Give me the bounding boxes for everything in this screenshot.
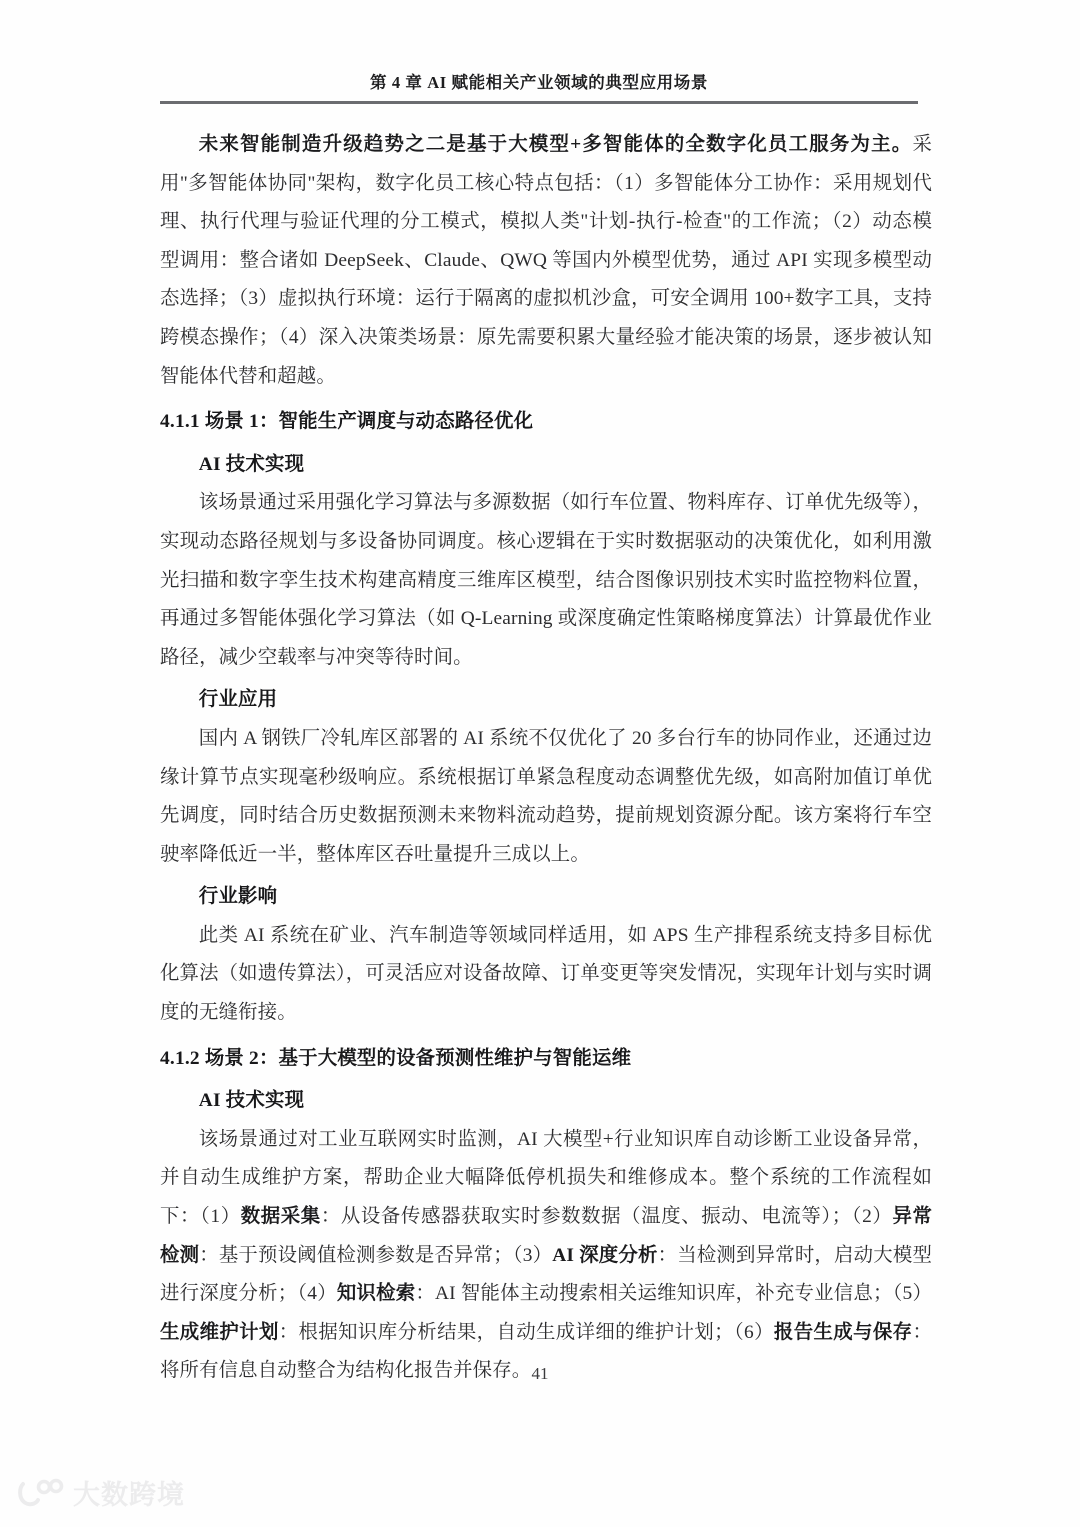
workflow-segment-6: ：根据知识库分析结果，自动生成详细的维护计划；（6） bbox=[278, 1321, 774, 1343]
workflow-term-report-generation: 报告生成与保存 bbox=[773, 1321, 913, 1343]
workflow-segment-5: ：AI 智能体主动搜索相关运维知识库，补充专业信息；（5） bbox=[415, 1283, 932, 1305]
header-chapter-title: 第 4 章 AI 赋能相关产业领域的典型应用场景 bbox=[370, 73, 708, 92]
workflow-term-ai-deep-analysis: AI 深度分析 bbox=[552, 1244, 658, 1266]
watermark-text: 大数跨境 bbox=[73, 1480, 185, 1510]
workflow-segment-7: ：将所有信息自动整合为结构化报告并保存。 bbox=[160, 1321, 932, 1382]
page-number: 41 bbox=[531, 1364, 549, 1383]
workflow-segment-4: ：当检测到异常时，启动大模型进行深度分析；（4） bbox=[160, 1244, 932, 1305]
header-rule bbox=[160, 101, 918, 104]
intro-remainder: 采用"多智能体协同"架构，数字化员工核心特点包括：（1）多智能体分工协作：采用规划代理、执行代理与验证代理的分工模式，模拟人类"计划-执行-检查"的工作流；（2）动态模型调用：整合诸如 DeepSeek、Claude、QWQ 等国内外模型优势，通过 API 实现多模型动态选择；（3）虚拟执行环境：运行于隔离的虚拟机沙盒，可安全调用 100+数字工具，支持跨模态操作；（4）深入决策类场景：原先需要积累大量经验才能决策的场景，逐步被认知智能体代替和超越。 bbox=[160, 134, 932, 387]
workflow-segment-2: ：从设备传感器获取实时参数数据（温度、振动、电流等）；（2） bbox=[320, 1206, 893, 1228]
paragraph-411-industry-application: 国内 A 钢铁厂冷轧库区部署的 AI 系统不仅优化了 20 多台行车的协同作业，还通过边缘计算节点实现毫秒级响应。系统根据订单紧急程度动态调整优先级，如高附加值订单优先调度，同时结合历史数据预测未来物料流动趋势，提前规划资源分配。该方案将行车空驶率降低近一半，整体库区吞吐量提升三成以上。 bbox=[160, 727, 932, 865]
workflow-term-data-collection: 数据采集 bbox=[240, 1206, 321, 1228]
workflow-term-maintenance-plan: 生成维护计划 bbox=[160, 1321, 279, 1343]
page-body bbox=[160, 126, 932, 1391]
section-heading-4-1-1: 4.1.1 场景 1：智能生产调度与动态路径优化 bbox=[160, 411, 534, 433]
section-heading-4-1-2: 4.1.2 场景 2：基于大模型的设备预测性维护与智能运维 bbox=[160, 1047, 632, 1069]
paragraph-412-workflow bbox=[160, 1121, 932, 1391]
intro-paragraph bbox=[160, 126, 932, 396]
watermark bbox=[18, 1478, 185, 1513]
running-header bbox=[160, 72, 918, 104]
paragraph-411-ai-tech: 该场景通过采用强化学习算法与多源数据（如行车位置、物料库存、订单优先级等），实现动态路径规划与多设备协同调度。核心逻辑在于实时数据驱动的决策优化，如利用激光扫描和数字孪生技术构建高精度三维库区模型，结合图像识别技术实时监控物料位置，再通过多智能体强化学习算法（如 Q-Learning 或深度确定性策略梯度算法）计算最优作业路径，减少空载率与冲突等待时间。 bbox=[160, 492, 932, 668]
subheading-ai-tech-implementation-2: AI 技术实现 bbox=[198, 1090, 305, 1112]
workflow-term-knowledge-retrieval: 知识检索 bbox=[336, 1283, 416, 1305]
workflow-segment-1: 该场景通过对工业互联网实时监测，AI 大模型+行业知识库自动诊断工业设备异常，并自动生成维护方案，帮助企业大幅降低停机损失和维修成本。整个系统的工作流程如下：（1） bbox=[160, 1128, 932, 1228]
subheading-industry-application: 行业应用 bbox=[198, 689, 278, 711]
paragraph-411-industry-impact: 此类 AI 系统在矿业、汽车制造等领域同样适用，如 APS 生产排程系统支持多目标优化算法（如遗传算法），可灵活应对设备故障、订单变更等突发情况，实现年计划与实时调度的无缝衔接。 bbox=[160, 924, 932, 1024]
workflow-term-anomaly-detection: 异常检测 bbox=[160, 1206, 933, 1266]
subheading-industry-impact: 行业影响 bbox=[198, 886, 278, 908]
workflow-segment-3: ：基于预设阈值检测参数是否异常；（3） bbox=[199, 1244, 553, 1266]
intro-lead-bold: 未来智能制造升级趋势之二是基于大模型+多智能体的全数字化员工服务为主。 bbox=[198, 134, 913, 155]
subheading-ai-tech-implementation-1: AI 技术实现 bbox=[198, 453, 305, 475]
brand-logo-icon bbox=[18, 1478, 64, 1513]
